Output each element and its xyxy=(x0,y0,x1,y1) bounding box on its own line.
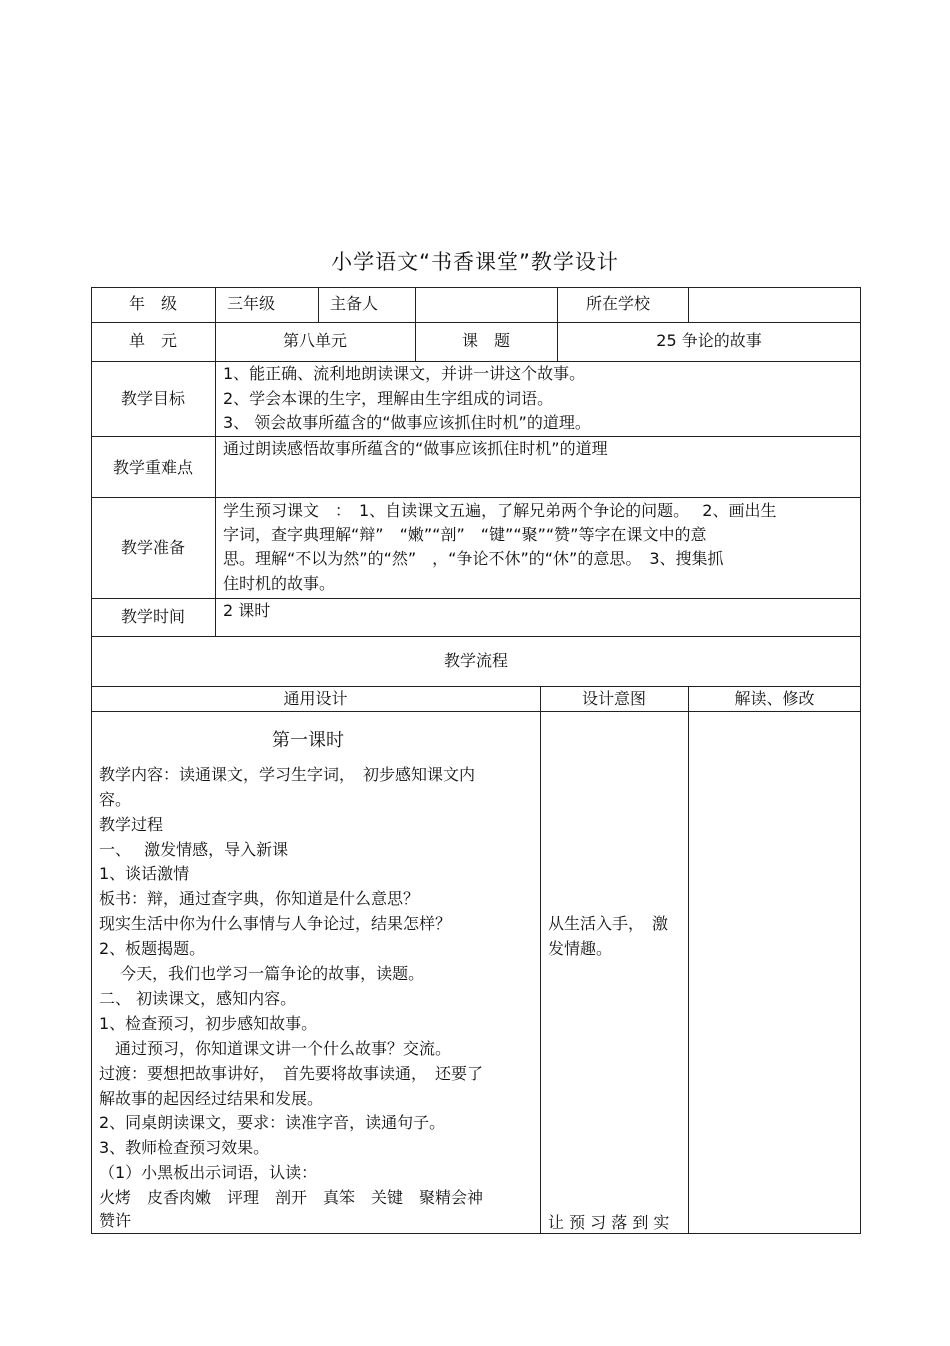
lesson-line: 一、 激发情感，导入新课 xyxy=(99,840,289,859)
lesson-line: 1、谈话激情 xyxy=(99,864,190,883)
lesson-line: 赞许 xyxy=(99,1211,132,1230)
row-divider xyxy=(91,636,861,637)
lesson-line: 板书：辩，通过查字典，你知道是什么意思？ xyxy=(99,889,420,908)
col-divider xyxy=(688,686,689,1234)
time-label: 教学时间 xyxy=(120,607,185,626)
lesson-line: （1）小黑板出示词语，认读： xyxy=(99,1163,318,1182)
lesson-line: 1、检查预习，初步感知故事。 xyxy=(99,1014,318,1033)
unit-value: 第八单元 xyxy=(282,331,347,350)
goal-item-1: 1、能正确、流利地朗读课文，并讲一讲这个故事。 xyxy=(223,364,586,383)
grade-value: 三年级 xyxy=(227,294,276,313)
grade-label: 年 级 xyxy=(128,294,177,313)
col-divider xyxy=(318,287,319,322)
key-points-label: 教学重难点 xyxy=(112,458,193,477)
goals-label: 教学目标 xyxy=(120,389,185,408)
row-divider xyxy=(91,711,861,712)
key-points-text: 通过朗读感悟故事所蕴含的“做事应该抓住时机”的道理 xyxy=(223,439,608,458)
lesson-line: 过渡：要想把故事讲好， 首先要将故事读通， 还要了 xyxy=(99,1064,484,1083)
row-divider xyxy=(91,598,861,599)
row-divider xyxy=(91,322,861,323)
lesson-line: 解故事的起因经过结果和发展。 xyxy=(99,1089,324,1108)
preparation-line-1: 学生预习课文 ： 1、自读课文五遍，了解兄弟两个争论的问题。 2、画出生 xyxy=(223,501,777,520)
col-header-intent: 设计意图 xyxy=(581,689,646,708)
col-divider xyxy=(540,686,541,1234)
intent-note-1-line-2: 发情趣。 xyxy=(548,939,613,958)
time-value: 2 课时 xyxy=(223,601,271,620)
lesson-line: 今天，我们也学习一篇争论的故事，读题。 xyxy=(99,964,425,983)
preparation-label: 教学准备 xyxy=(120,538,185,557)
unit-label: 单 元 xyxy=(128,331,177,350)
lesson-line: 3、教师检查预习效果。 xyxy=(99,1138,270,1157)
col-divider xyxy=(688,287,689,322)
preparation-line-2: 字词，查字典理解“辩” “嫩”“剖” “键”“聚”“赞”等字在课文中的意 xyxy=(223,525,707,544)
lesson-line: 火烤 皮香肉嫩 评理 剖开 真笨 关键 聚精会神 xyxy=(99,1188,484,1207)
lesson-line: 教学内容：读通课文，学习生字词， 初步感知课文内 xyxy=(99,765,476,784)
col-header-general: 通用设计 xyxy=(283,689,348,708)
lesson-line: 2、同桌朗读课文，要求：读准字音，读通句子。 xyxy=(99,1113,446,1132)
page-title: 小学语文“书香课堂”教学设计 xyxy=(331,250,619,274)
intent-note-1-line-1: 从生活入手， 激 xyxy=(548,914,669,933)
intent-note-2: 让 预 习 落 到 实 xyxy=(548,1213,670,1232)
topic-label: 课 题 xyxy=(461,331,510,350)
preparation-line-4: 住时机的故事。 xyxy=(223,574,336,593)
lesson-title: 第一课时 xyxy=(272,730,344,751)
school-label: 所在学校 xyxy=(586,294,651,313)
lesson-line: 通过预习，你知道课文讲一个什么故事？交流。 xyxy=(99,1039,452,1058)
process-heading: 教学流程 xyxy=(443,651,508,670)
lesson-line: 二、 初读课文，感知内容。 xyxy=(99,989,297,1008)
lesson-line: 2、板题揭题。 xyxy=(99,939,206,958)
lesson-line: 容。 xyxy=(99,790,132,809)
goal-item-2: 2、学会本课的生字，理解由生字组成的词语。 xyxy=(223,389,554,408)
goal-item-3: 3、 领会故事所蕴含的“做事应该抓住时机”的道理。 xyxy=(223,413,591,432)
preparer-label: 主备人 xyxy=(330,294,379,313)
row-divider xyxy=(91,497,861,498)
col-header-notes: 解读、修改 xyxy=(734,689,815,708)
lesson-line: 现实生活中你为什么事情与人争论过，结果怎样？ xyxy=(99,914,452,933)
preparation-line-3: 思。理解“不以为然”的“然” ，“争论不休”的“休”的意思。 3、搜集抓 xyxy=(223,549,724,568)
topic-value: 25 争论的故事 xyxy=(656,331,762,350)
lesson-line: 教学过程 xyxy=(99,815,164,834)
